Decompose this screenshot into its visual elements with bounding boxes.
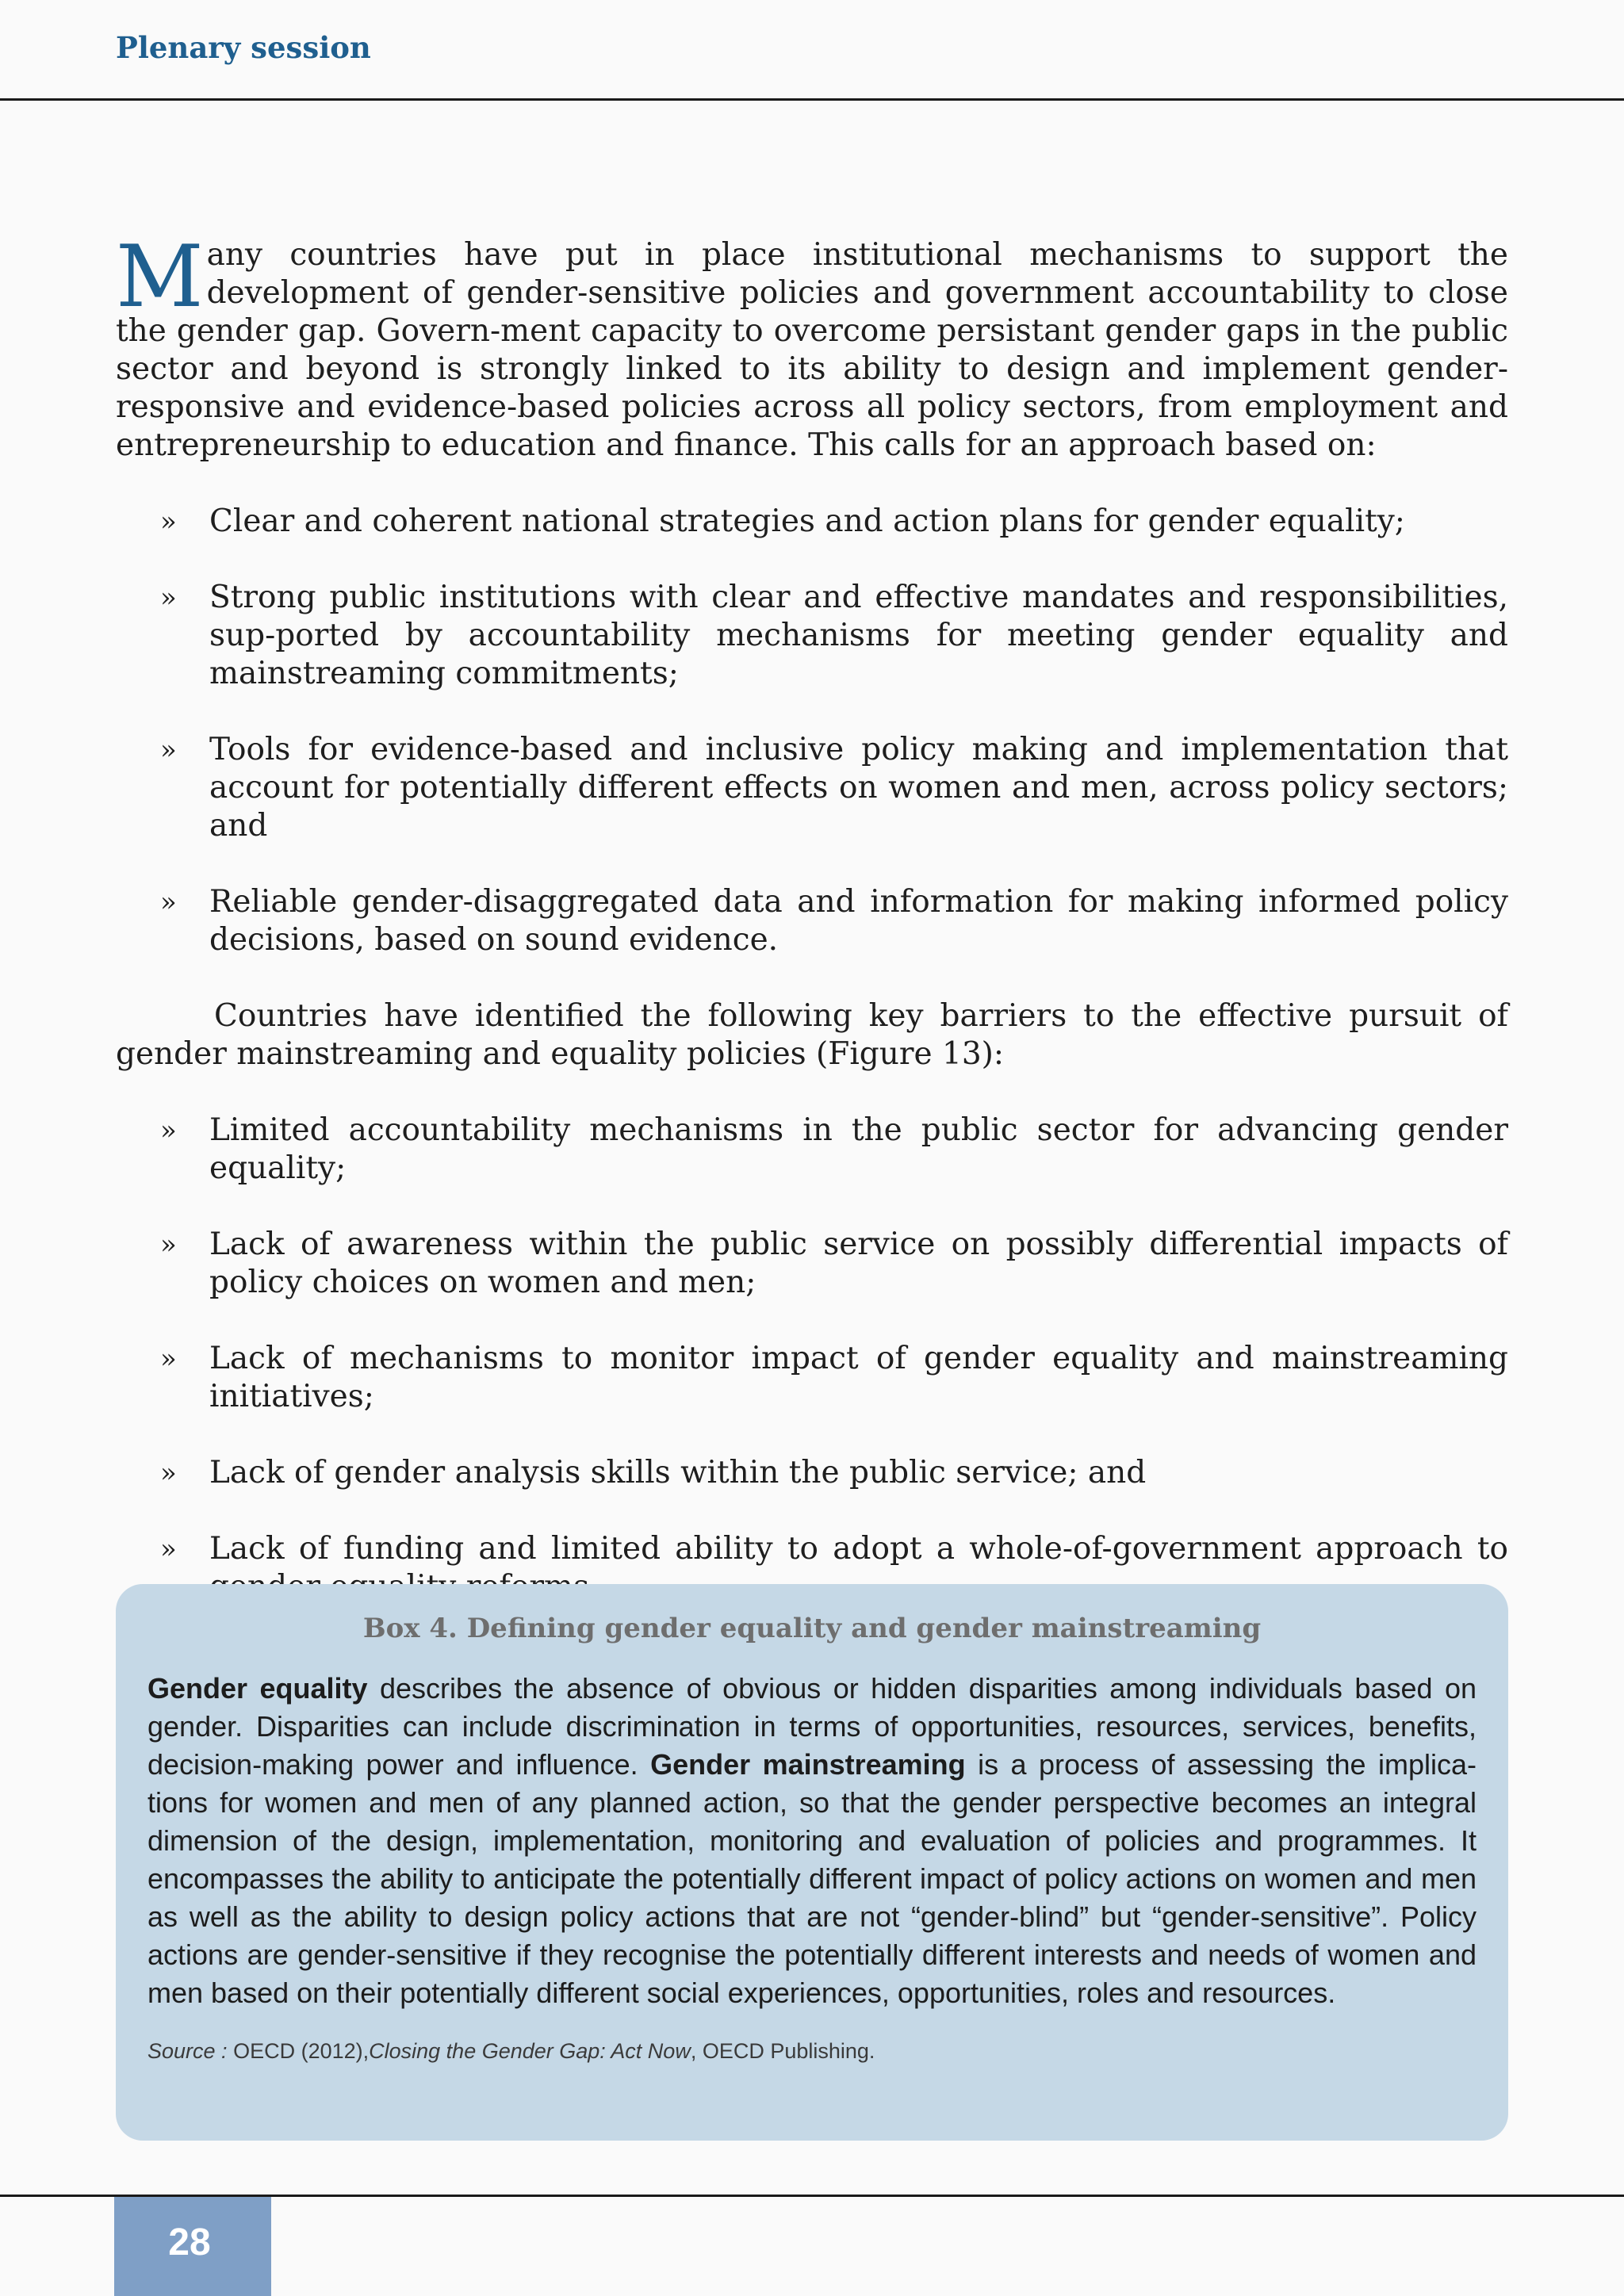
list-item <box>116 1226 1508 1302</box>
section-title: Plenary session <box>116 30 371 65</box>
list-item-text: Lack of awareness within the public service on possibly differential impacts of policy choices on women and men; <box>209 1226 1508 1300</box>
box-title: Box 4. Defining gender equality and gender mainstreaming <box>362 1613 1262 1644</box>
dropcap: M <box>116 228 204 327</box>
box-source <box>147 2039 1477 2064</box>
source-pre: OECD (2012), <box>227 2039 370 2063</box>
box-text-1: describes the absence of obvious or hidden disparities among individuals based on gender. Disparities can include discrimination in terms of opportunities, resources, services, benefits, decision-making power and influence. <box>147 1672 1477 1781</box>
approach-list <box>116 503 1508 959</box>
bullet-icon: » <box>160 582 177 614</box>
source-title: Closing the Gender Gap: Act Now <box>369 2039 691 2063</box>
intro-text: any countries have put in place institutional mechanisms to support the development of gender-sensitive policies and government accountability to close the gender gap. Govern-ment capacity to overcome persistant gender gaps in the public sector and beyond is strongly linked to its ability to design and implement gender-responsive and evidence-based policies across all policy sectors, from employment and entrepreneurship to education and finance. This calls for an approach based on: <box>116 237 1508 463</box>
bullet-icon: » <box>160 1533 177 1565</box>
main-content <box>116 228 1508 1606</box>
box-body <box>147 1670 1477 2012</box>
bullet-icon: » <box>160 1115 177 1146</box>
bullet-icon: » <box>160 886 177 918</box>
list-item-text: Tools for evidence-based and inclusive policy making and implementation that account for potentially different effects on women and men, across policy sectors; and <box>209 732 1508 844</box>
term-gender-mainstreaming: Gender mainstreaming <box>650 1748 966 1781</box>
list-item <box>116 503 1508 541</box>
list-item <box>116 1340 1508 1416</box>
list-item-text: Lack of gender analysis skills within the public service; and <box>209 1455 1147 1490</box>
bullet-icon: » <box>160 1229 177 1261</box>
bullet-icon: » <box>160 1457 177 1489</box>
bullet-icon: » <box>160 734 177 766</box>
box-text-2: is a process of assessing the implica-tions for women and men of any planned action, so that the gender perspective becomes an integral dimension of the design, implementation, monitoring and evaluation of policies and programmes. It encompasses the ability to anticipate the potentially different impact of policy actions on women and men as well as the ability to design policy actions that are not “gender-blind” but “gender-sensitive”. Policy actions are gender-sensitive if they recognise the potentially different interests and needs of women and men based on their potentially different social experiences, opportunities, roles and resources. <box>147 1748 1477 2009</box>
intro-paragraph <box>116 228 1508 465</box>
list-item <box>116 1454 1508 1492</box>
term-gender-equality: Gender equality <box>147 1672 368 1705</box>
barriers-intro: Countries have identified the following key barriers to the effective pursuit of gender mainstreaming and equality policies (Figure 13): <box>116 998 1508 1072</box>
source-label: Source : <box>147 2039 228 2063</box>
list-item-text: Strong public institutions with clear and effective mandates and responsibilities, sup-ported by accountability mechanisms for meeting gender equality and mainstreaming commitments; <box>209 580 1508 691</box>
list-item <box>116 883 1508 959</box>
list-item-text: Reliable gender-disaggregated data and information for making informed policy decisions, based on sound evidence. <box>209 884 1508 958</box>
list-item-text: Limited accountability mechanisms in the public sector for advancing gender equality; <box>209 1112 1508 1186</box>
list-item-text: Lack of funding and limited ability to adopt a whole-of-government approach to <box>209 1531 1508 1567</box>
header-divider <box>0 98 1624 101</box>
list-item <box>116 1112 1508 1188</box>
barriers-list <box>116 1112 1508 1606</box>
bullet-icon: » <box>160 506 177 538</box>
source-post: , OECD Publishing. <box>690 2039 875 2063</box>
definition-box <box>116 1584 1508 2141</box>
list-item-text: Clear and coherent national strategies and action plans for gender equality; <box>209 503 1405 539</box>
list-item <box>116 579 1508 693</box>
bullet-icon: » <box>160 1343 177 1375</box>
page-number-tab <box>114 2197 271 2296</box>
list-item-text: Lack of mechanisms to monitor impact of gender equality and mainstreaming initiatives; <box>209 1341 1508 1414</box>
page-number: 28 <box>168 2221 211 2263</box>
list-item <box>116 731 1508 845</box>
